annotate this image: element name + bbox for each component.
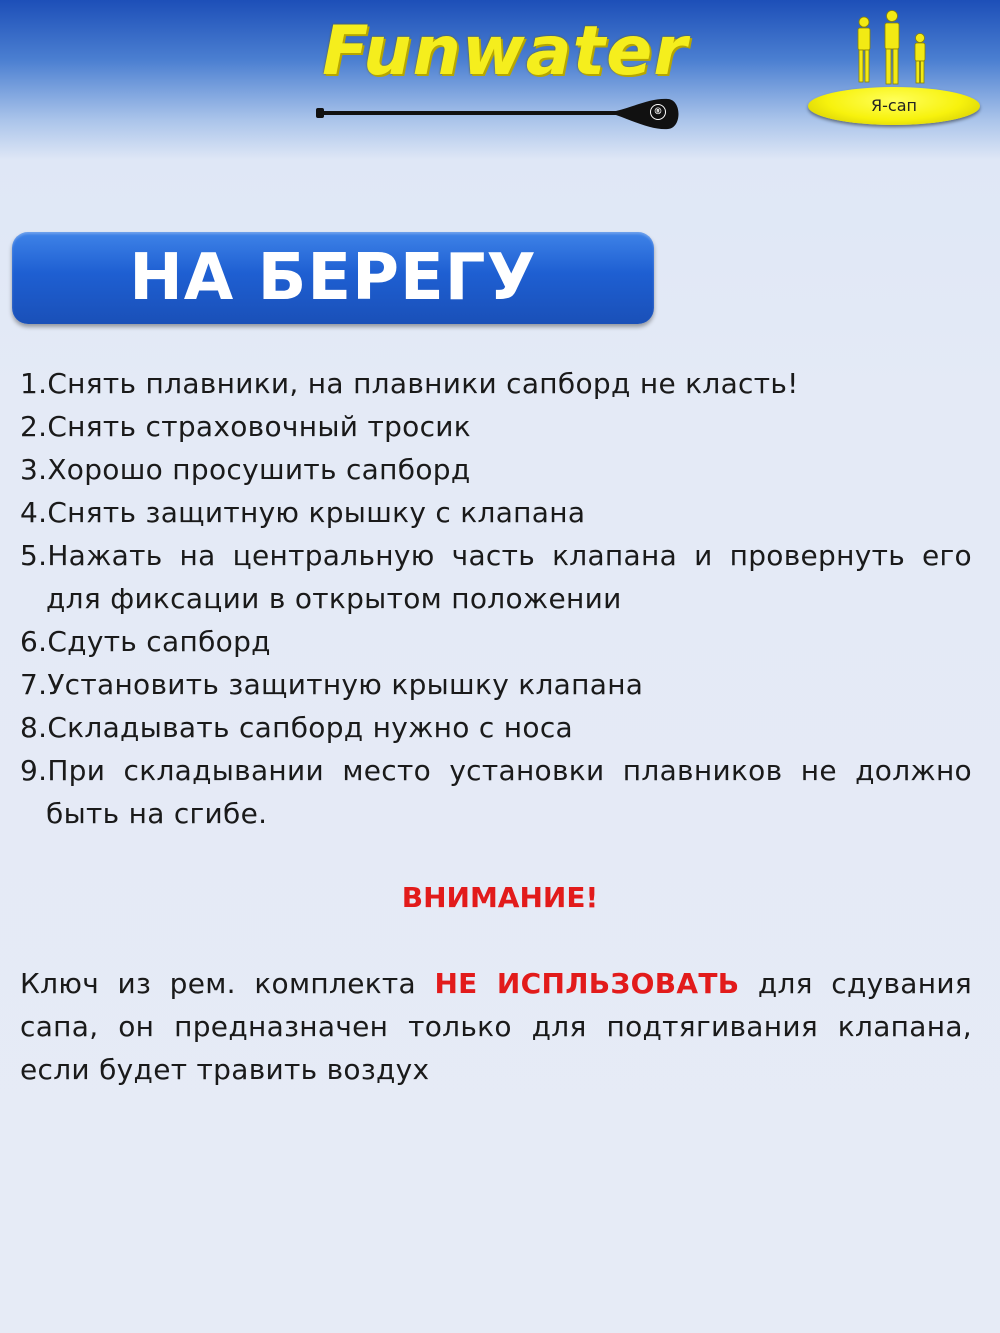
step-item: 8.Складывать сапборд нужно с носа [20, 711, 573, 744]
note-highlight: НЕ ИСПЛЬЗОВАТЬ [434, 967, 740, 1000]
section-title: НА БЕРЕГУ [129, 241, 537, 315]
step-item: 9.При складывании место установки плавников не должно быть на сгибе. [20, 754, 972, 830]
step-item: 5.Нажать на центральную часть клапана и провернуть его для фиксации в открытом положении [20, 539, 972, 615]
steps-list [20, 362, 972, 835]
step-item: 3.Хорошо просушить сапборд [20, 453, 471, 486]
brand-logo: Funwater [322, 12, 688, 91]
header [0, 0, 1000, 160]
registered-mark: ® [650, 104, 666, 120]
people-icon [852, 8, 932, 88]
ya-sap-badge: Я-сап [808, 87, 980, 125]
attention-heading: ВНИМАНИЕ! [401, 881, 599, 914]
note-text-end: для сдувания сапа, он предназначен только для подтягивания клапана, если будет травить воздух [20, 967, 972, 1086]
step-item: 6.Сдуть сапборд [20, 625, 271, 658]
section-title-banner [12, 232, 654, 324]
step-item: 4.Снять защитную крышку с клапана [20, 496, 586, 529]
step-item: 7.Установить защитную крышку клапана [20, 668, 644, 701]
step-item: 2.Снять страховочный тросик [20, 410, 471, 443]
note-text-start: Ключ из рем. комплекта [20, 967, 435, 1000]
paddle-icon [316, 94, 686, 134]
warning-note [20, 962, 972, 1091]
step-item: 1.Снять плавники, на плавники сапборд не класть! [20, 367, 799, 400]
